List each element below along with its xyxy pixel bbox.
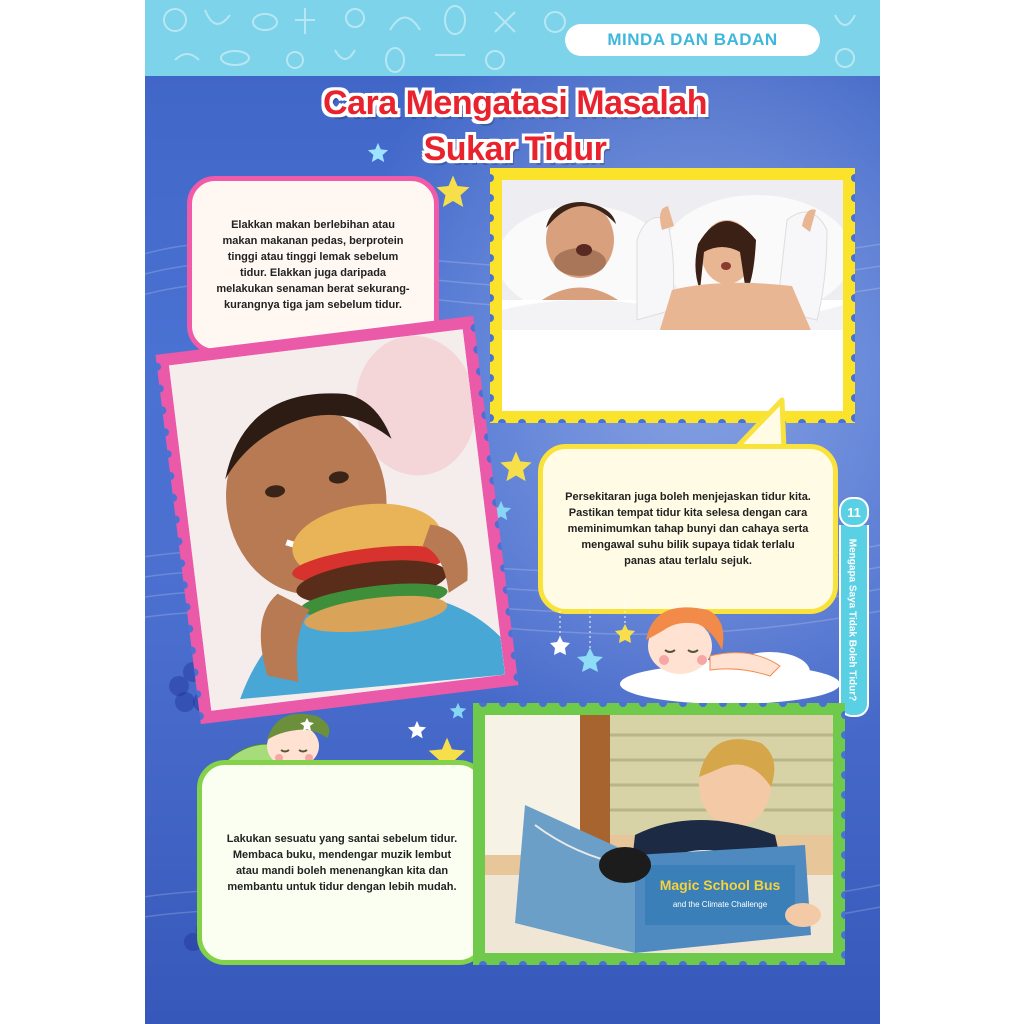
page-title-line-1: Cara Mengatasi Masalah [323,84,707,122]
page-title-line-2: Sukar Tidur [423,130,607,168]
photo-boy-eating-burger [156,316,519,724]
book-title: Magic School Bus [659,877,781,893]
photo-snoring-couple [490,168,855,423]
star-icon [499,450,533,484]
boy-reading-illustration [485,715,833,953]
star-icon [407,720,427,740]
snoring-couple-illustration [502,180,843,411]
tip-text-relax: Lakukan sesuatu yang santai sebelum tidur. Membaca buku, mendengar muzik lembut atau mandi boleh menenangkan kita dan membantu untuk tidur dengan lebih mudah. [226,832,458,893]
photo-boy-reading [473,703,845,965]
book-subtitle: and the Climate Challenge [672,900,768,909]
star-icon [449,702,467,720]
sleeping-girl-on-cloud-illustration [540,596,840,706]
top-band [145,0,880,76]
section-label: MINDA DAN BADAN [565,24,820,56]
boy-burger-illustration [169,329,505,710]
star-icon [367,142,389,164]
side-title: Mengapa Saya Tidak Boleh Tidur? [846,538,858,702]
tip-text-food: Elakkan makan berlebihan atau makan makanan pedas, berprotein tinggi atau tinggi lemak sebelum tidur. Elakkan juga daripada melakukan senaman berat sekurang-kurangnya tiga jam sebelum tidur. [216,219,410,311]
star-icon [435,174,471,210]
tip-text-environment: Persekitaran juga boleh menjejaskan tidur kita. Pastikan tempat tidur kita selesa dengan cara meminimumkan tahap bunyi dan cahaya serta mengawal suhu bilik supaya tidak terlalu panas atau terlalu sejuk. [565,491,811,567]
tip-bubble-environment [538,444,838,614]
tip-bubble-relax [197,760,487,965]
page-number: 11 [839,497,869,527]
magazine-page [145,0,880,1024]
